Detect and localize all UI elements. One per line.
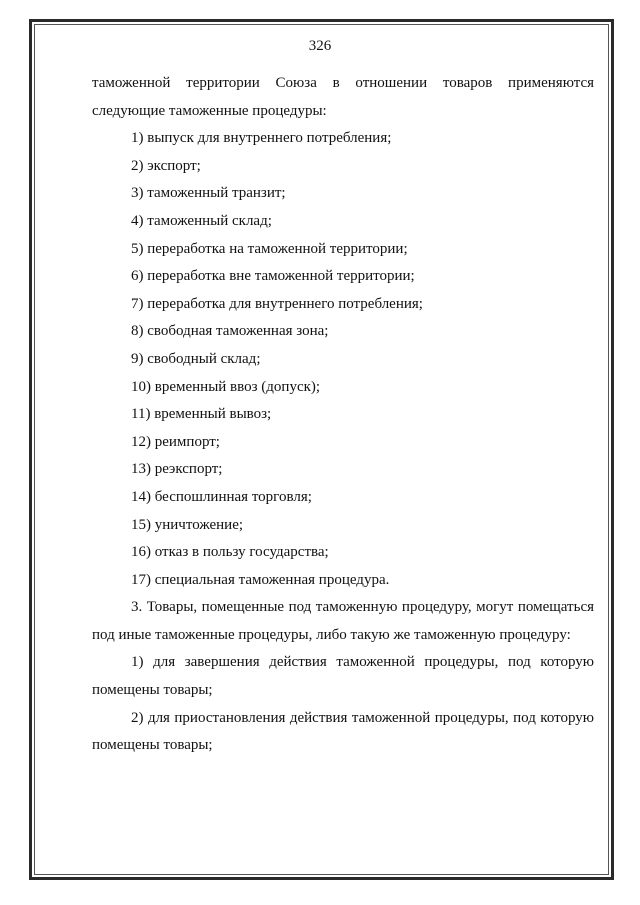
procedure-item: 6) переработка вне таможенной территории; — [131, 268, 415, 285]
intro-paragraph: таможенной территории Союза в отношении товаров применяются следующие таможенные процедуры: — [92, 75, 594, 119]
procedure-item: 3) таможенный транзит; — [131, 185, 286, 202]
sub-item: 2) для приостановления действия таможенной процедуры, под которую помещены товары; — [92, 709, 594, 754]
procedure-item: 14) беспошлинная торговля; — [131, 488, 312, 505]
procedure-item: 7) переработка для внутреннего потребления; — [131, 295, 423, 312]
sub-item: 1) для завершения действия таможенной процедуры, под которую помещены товары; — [92, 654, 594, 699]
procedure-item: 10) временный ввоз (допуск); — [131, 378, 321, 395]
procedure-item: 2) экспорт; — [131, 157, 201, 174]
procedure-item: 16) отказ в пользу государства; — [131, 544, 329, 561]
procedure-item: 1) выпуск для внутреннего потребления; — [131, 130, 392, 147]
body-text — [92, 70, 594, 760]
procedure-item: 15) уничтожение; — [131, 516, 244, 533]
procedure-item: 11) временный вывоз; — [131, 406, 272, 423]
procedure-item: 4) таможенный склад; — [131, 212, 272, 229]
procedure-item: 13) реэкспорт; — [131, 461, 223, 478]
procedure-item: 8) свободная таможенная зона; — [131, 323, 329, 340]
page-number: 326 — [308, 38, 332, 54]
procedure-item: 17) специальная таможенная процедура. — [131, 571, 390, 588]
procedure-item: 9) свободный склад; — [131, 350, 261, 367]
procedure-item: 5) переработка на таможенной территории; — [131, 240, 408, 257]
paragraph-3: 3. Товары, помещенные под таможенную процедуру, могут помещаться под иные таможенные процедуры, либо такую же таможенную процедуру: — [92, 599, 594, 643]
procedure-item: 12) реимпорт; — [131, 433, 220, 450]
